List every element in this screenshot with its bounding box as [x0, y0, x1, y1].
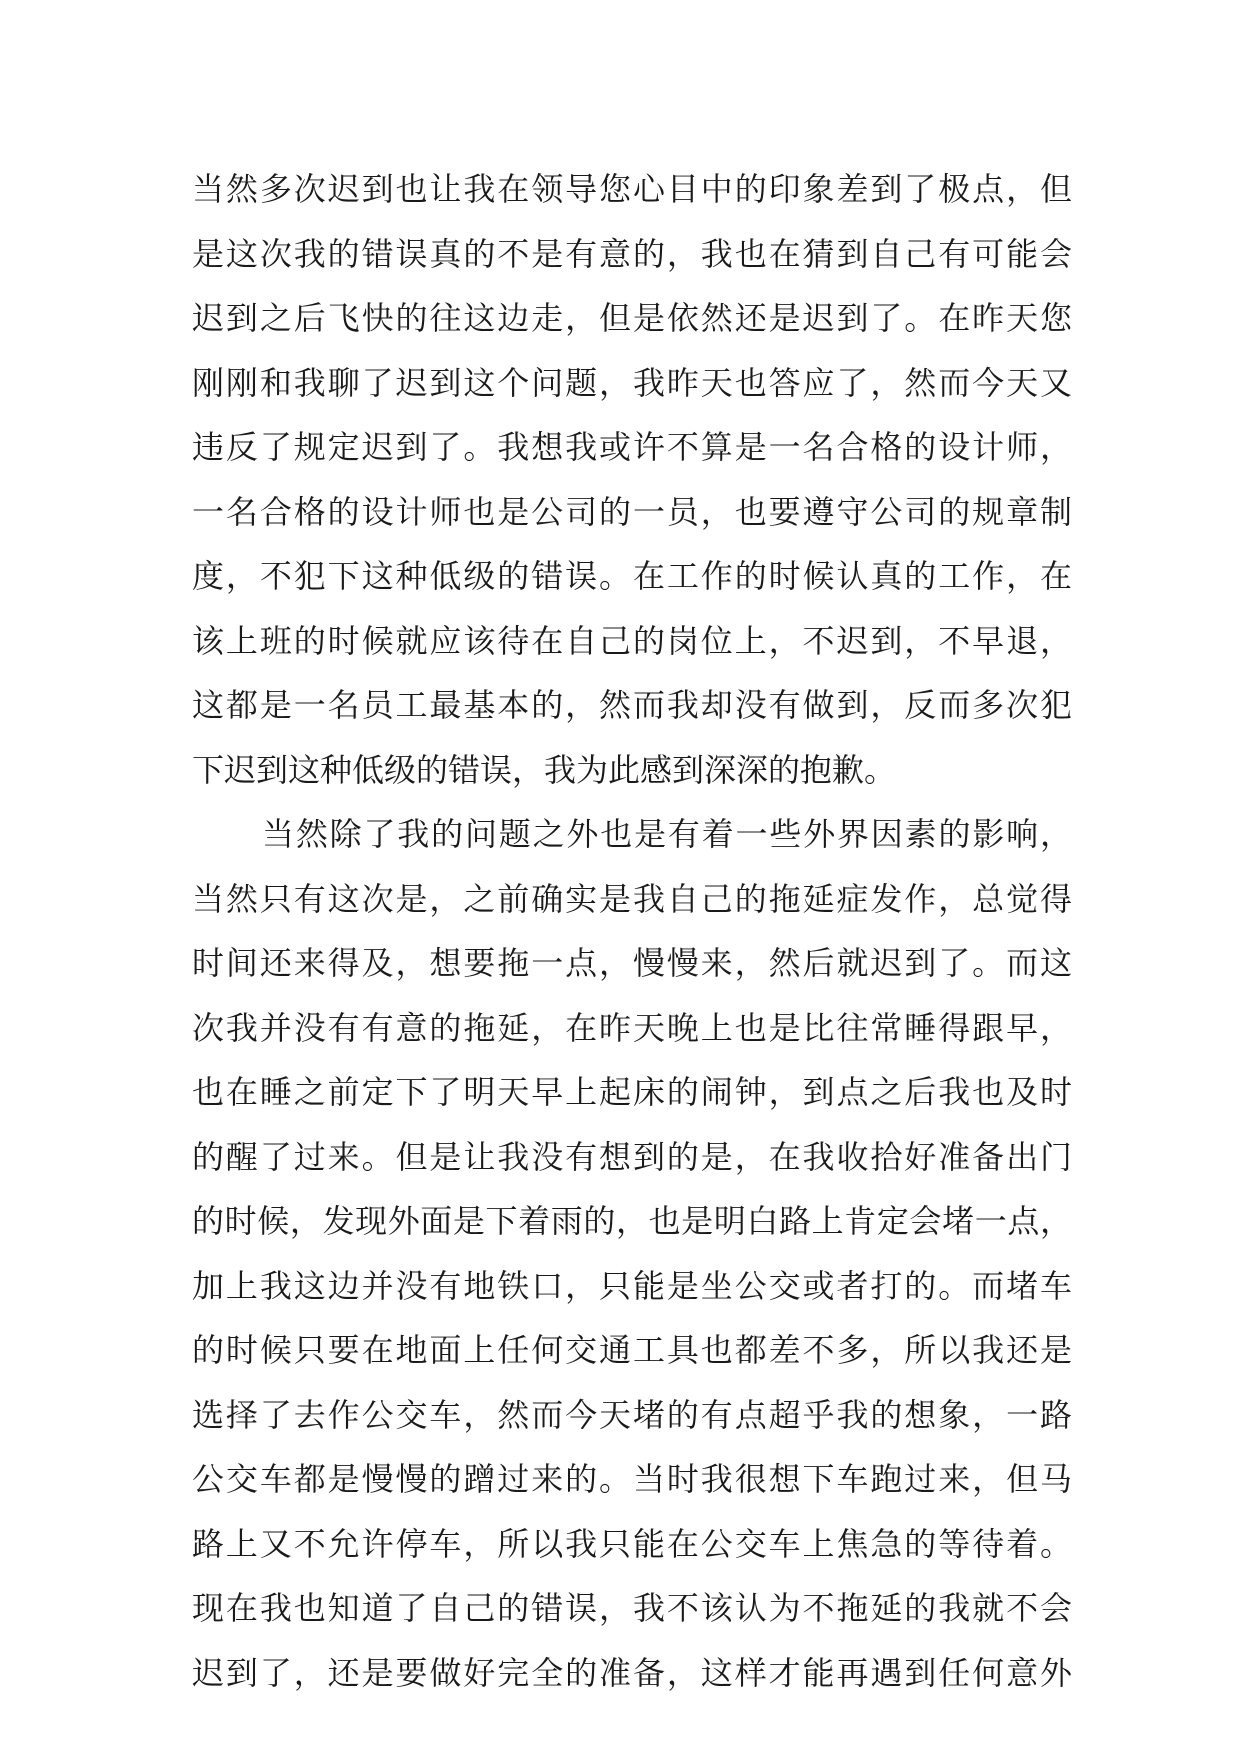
- text-line: 的醒了过来。但是让我没有想到的是，在我收拾好准备出门: [192, 1137, 1072, 1176]
- text-line: 迟到了，还是要做好完全的准备，这样才能再遇到任何意外: [192, 1653, 1072, 1692]
- text-line: 下迟到这种低级的错误，我为此感到深深的抱歉。: [192, 750, 897, 789]
- text-line: 当然除了我的问题之外也是有着一些外界因素的影响，: [262, 815, 1072, 853]
- text-line: 刚刚和我聊了迟到这个问题，我昨天也答应了，然而今天又: [192, 363, 1072, 402]
- text-line: 当然只有这次是，之前确实是我自己的拖延症发作，总觉得: [192, 879, 1072, 918]
- text-line: 现在我也知道了自己的错误，我不该认为不拖延的我就不会: [192, 1589, 1072, 1627]
- paragraph-2: [192, 802, 1072, 1705]
- text-line: 这都是一名员工最基本的，然而我却没有做到，反而多次犯: [192, 686, 1072, 724]
- text-line: 迟到之后飞快的往这边走，但是依然还是迟到了。在昨天您: [192, 299, 1072, 337]
- text-line: 度，不犯下这种低级的错误。在工作的时候认真的工作，在: [192, 557, 1072, 595]
- text-line: 路上又不允许停车，所以我只能在公交车上焦急的等待着。: [192, 1524, 1072, 1563]
- text-line: 的时候，发现外面是下着雨的，也是明白路上肯定会堵一点，: [192, 1202, 1072, 1240]
- text-line: 是这次我的错误真的不是有意的，我也在猜到自己有可能会: [192, 234, 1072, 273]
- text-line: 加上我这边并没有地铁口，只能是坐公交或者打的。而堵车: [192, 1266, 1072, 1305]
- text-line: 该上班的时候就应该待在自己的岗位上，不迟到，不早退，: [192, 621, 1072, 660]
- text-line: 公交车都是慢慢的蹭过来的。当时我很想下车跑过来，但马: [192, 1460, 1072, 1498]
- text-line: 违反了规定迟到了。我想我或许不算是一名合格的设计师，: [192, 428, 1072, 466]
- text-line: 时间还来得及，想要拖一点，慢慢来，然后就迟到了。而这: [192, 944, 1072, 982]
- paragraph-1: [192, 157, 1072, 802]
- text-line: 的时候只要在地面上任何交通工具也都差不多，所以我还是: [192, 1331, 1072, 1369]
- text-line: 一名合格的设计师也是公司的一员，也要遵守公司的规章制: [192, 492, 1072, 531]
- text-line: 次我并没有有意的拖延，在昨天晚上也是比往常睡得跟早，: [192, 1008, 1072, 1047]
- text-line: 选择了去作公交车，然而今天堵的有点超乎我的想象，一路: [192, 1395, 1072, 1434]
- text-line: 当然多次迟到也让我在领导您心目中的印象差到了极点，但: [192, 170, 1072, 208]
- text-line: 也在睡之前定下了明天早上起床的闹钟，到点之后我也及时: [192, 1073, 1072, 1111]
- document-body: [192, 157, 1072, 1705]
